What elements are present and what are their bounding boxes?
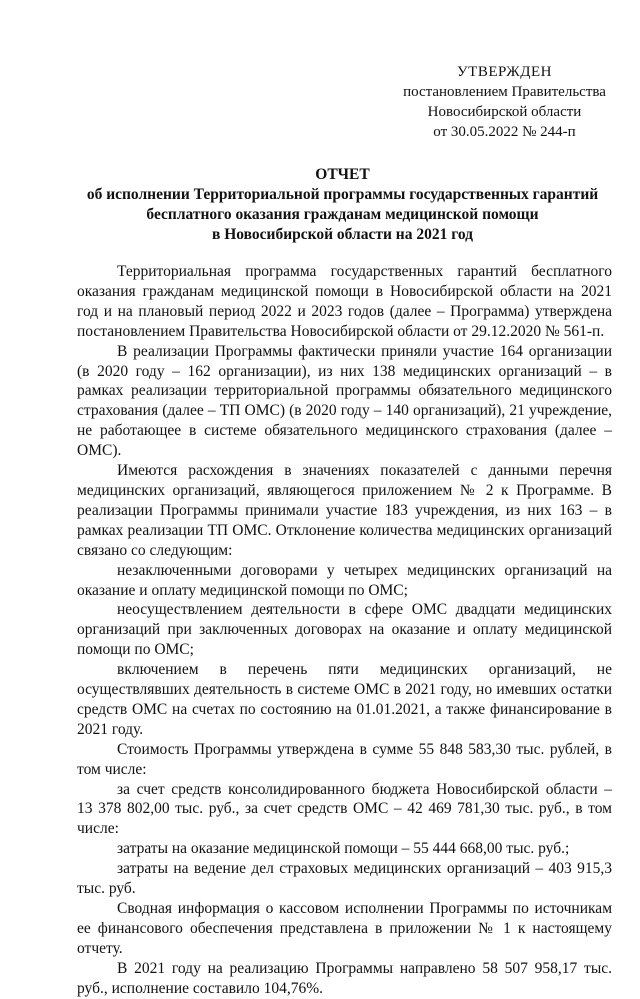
approval-heading: УТВЕРЖДЕН	[457, 64, 552, 80]
approval-date-number: от 30.05.2022 № 244-п	[433, 124, 576, 140]
paragraph: неосуществлением деятельности в сфере ОМС двадцати медицинских организаций при заключенных договорах на оказание и оплату медицинской помощи по ОМС;	[77, 601, 612, 659]
paragraph: включением в перечень пяти медицинских организаций, не осуществлявших деятельность в системе ОМС в 2021 году, но имевших остатки средств ОМС на счетах по состоянию на 01.01.2021, а также финансирование в 2021 году.	[77, 661, 612, 738]
document-body	[77, 262, 612, 999]
approval-line: Новосибирской области	[427, 104, 582, 120]
paragraph: Стоимость Программы утверждена в сумме 55 848 583,30 тыс. рублей, в том числе:	[77, 740, 612, 778]
title-line: об исполнении Территориальной программы государственных гарантий	[86, 186, 599, 203]
paragraph: за счет средств консолидированного бюджета Новосибирской области – 13 378 802,00 тыс. руб., за счет средств ОМС – 42 469 781,30 тыс. руб., в том числе:	[77, 780, 612, 838]
title-line: в Новосибирской области на 2021 год	[211, 226, 474, 243]
approval-line: постановлением Правительства	[403, 84, 606, 100]
paragraph: В 2021 году на реализацию Программы направлено 58 507 958,17 тыс. руб., исполнение составило 104,76%.	[77, 959, 612, 997]
approval-stamp	[392, 62, 617, 142]
title-line: бесплатного оказания гражданам медицинской помощи	[146, 206, 539, 223]
paragraph: Сводная информация о кассовом исполнении Программы по источникам ее финансового обеспечения представлена в приложении № 1 к настоящему отчету.	[77, 900, 612, 957]
paragraph: В реализации Программы фактически приняли участие 164 организации (в 2020 году – 162 организации), из них 138 медицинских организаций – в рамках реализации территориальной программы обязательного медицинского страхования (далее – ТП ОМС) (в 2020 году – 140 организаций), 21 учреждение, не работающее в системе обязательного медицинского страхования (далее – ОМС).	[77, 342, 612, 460]
paragraph: незаключенными договорами у четырех медицинских организаций на оказание и оплату медицинской помощи по ОМС;	[77, 561, 612, 599]
title-heading: ОТЧЕТ	[315, 166, 370, 183]
document-title	[60, 165, 625, 245]
paragraph: Имеются расхождения в значениях показателей с данными перечня медицинских организаций, являющегося приложением № 2 к Программе. В реализации Программы принимали участие 183 учреждения, из них 163 – в рамках реализации ТП ОМС. Отклонение количества медицинских организаций связано со следующим:	[77, 462, 612, 559]
paragraph: Территориальная программа государственных гарантий бесплатного оказания гражданам медицинской помощи в Новосибирской области на 2021 год и на плановый период 2022 и 2023 годов (далее – Программа) утверждена постановлением Правительства Новосибирской области от 29.12.2020 № 561-п.	[77, 263, 612, 340]
paragraph: затраты на ведение дел страховых медицинских организаций – 403 915,3 тыс. руб.	[77, 860, 612, 898]
paragraph: затраты на оказание медицинской помощи – 55 444 668,00 тыс. руб.;	[117, 840, 570, 858]
